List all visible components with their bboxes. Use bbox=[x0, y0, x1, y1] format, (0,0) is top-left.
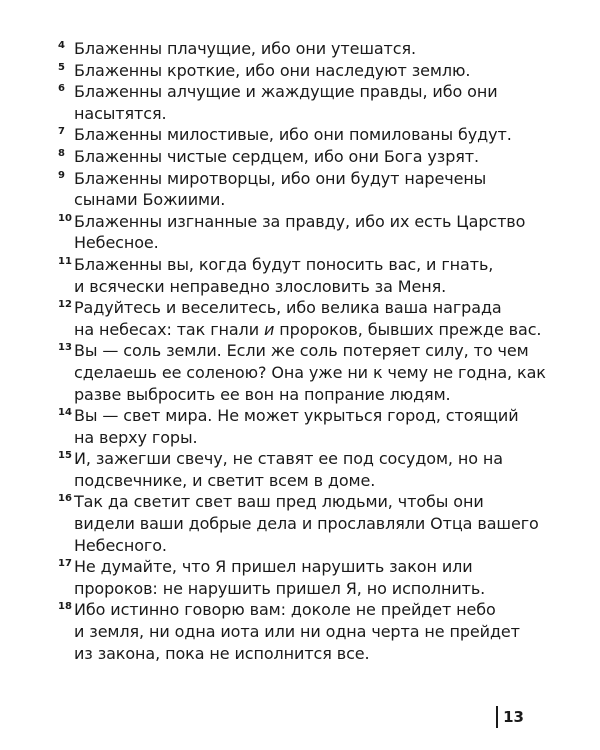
verse-number: 17 bbox=[58, 558, 72, 570]
verse-number: 7 bbox=[58, 126, 65, 138]
verse-text bbox=[74, 556, 538, 599]
verse-line: из закона, пока не исполнится все. bbox=[74, 643, 370, 663]
verse-line: Блаженны милостивые, ибо они помилованы будут. bbox=[74, 125, 512, 145]
verse-line: Радуйтесь и веселитесь, ибо велика ваша награда bbox=[74, 298, 502, 318]
verse-10 bbox=[58, 211, 538, 254]
italic-word: и bbox=[263, 319, 275, 339]
verse-line: И, зажегши свечу, не ставят ее под сосудом, но на bbox=[74, 449, 503, 469]
verse-text bbox=[74, 211, 538, 254]
verse-number: 18 bbox=[58, 601, 72, 613]
verse-line: Вы — свет мира. Не может укрыться город, стоящий bbox=[74, 406, 519, 426]
verse-line: Блаженны плачущие, ибо они утешатся. bbox=[74, 39, 416, 58]
verse-line: на верху горы. bbox=[74, 427, 198, 447]
verse-number: 12 bbox=[58, 299, 72, 311]
verse-list bbox=[58, 38, 546, 664]
verse-line: Небесного. bbox=[74, 535, 167, 555]
verse-7 bbox=[58, 124, 538, 146]
verse-11 bbox=[58, 254, 538, 297]
verse-number: 8 bbox=[58, 147, 65, 159]
verse-number: 14 bbox=[58, 407, 72, 419]
verse-number: 5 bbox=[58, 61, 65, 73]
verse-line: насытятся. bbox=[74, 103, 167, 123]
verse-text bbox=[74, 297, 541, 340]
verse-line: Блаженны чистые сердцем, ибо они Бога узрят. bbox=[74, 146, 479, 166]
verse-line: Ибо истинно говорю вам: доколе не прейдет небо bbox=[74, 600, 496, 620]
verse-14 bbox=[58, 405, 538, 448]
verse-line: Блаженны алчущие и жаждущие правды, ибо они bbox=[74, 82, 498, 102]
page-number bbox=[496, 706, 524, 728]
verse-text bbox=[74, 340, 546, 405]
verse-number: 10 bbox=[58, 212, 72, 224]
verse-number: 13 bbox=[58, 342, 72, 354]
verse-text bbox=[74, 405, 538, 448]
verse-line: Вы — соль земли. Если же соль потеряет силу, то чем bbox=[74, 341, 529, 361]
page-number-text: 13 bbox=[503, 708, 524, 726]
verse-line: пророков: не нарушить пришел Я, но исполнить. bbox=[74, 578, 486, 598]
verse-text bbox=[74, 146, 538, 168]
verse-number: 11 bbox=[58, 255, 72, 267]
verse-4 bbox=[58, 38, 538, 60]
verse-line: Блаженны изгнанные за правду, ибо их есть Царство bbox=[74, 211, 526, 231]
verse-line: Блаженны миротворцы, ибо они будут наречены bbox=[74, 168, 487, 188]
verse-text bbox=[74, 491, 539, 556]
verse-18 bbox=[58, 599, 538, 664]
verse-6 bbox=[58, 81, 538, 124]
verse-line: Небесное. bbox=[74, 233, 159, 253]
verse-number: 6 bbox=[58, 83, 65, 95]
verse-number: 15 bbox=[58, 450, 72, 462]
verse-16 bbox=[58, 491, 538, 556]
verse-line: подсвечнике, и светит всем в доме. bbox=[74, 470, 376, 490]
verse-text bbox=[74, 81, 538, 124]
verse-text bbox=[74, 599, 538, 664]
verse-text bbox=[74, 60, 538, 82]
verse-line: Так да светит свет ваш пред людьми, чтобы они bbox=[74, 492, 484, 512]
verse-text bbox=[74, 448, 538, 491]
verse-line: Не думайте, что Я пришел нарушить закон или bbox=[74, 557, 473, 577]
verse-line: на небесах: так гнали и пророков, бывших прежде вас. bbox=[74, 319, 542, 339]
verse-text bbox=[74, 168, 538, 211]
verse-line: сынами Божиими. bbox=[74, 190, 226, 210]
verse-line: Блаженны кроткие, ибо они наследуют землю. bbox=[74, 60, 471, 80]
verse-12 bbox=[58, 297, 542, 340]
verse-8 bbox=[58, 146, 538, 168]
verse-text bbox=[74, 254, 538, 297]
verse-number: 4 bbox=[58, 40, 65, 51]
verse-15 bbox=[58, 448, 538, 491]
verse-line: видели ваши добрые дела и прославляли Отца вашего bbox=[74, 514, 539, 534]
verse-line: разве выбросить ее вон на попрание людям. bbox=[74, 384, 451, 404]
verse-line: и всячески неправедно злословить за Меня. bbox=[74, 276, 447, 296]
verse-13 bbox=[58, 340, 546, 405]
page-number-divider bbox=[496, 706, 498, 728]
verse-text bbox=[74, 124, 538, 146]
verse-9 bbox=[58, 168, 538, 211]
verse-line: сделаешь ее соленою? Она уже ни к чему не годна, как bbox=[74, 362, 546, 382]
verse-17 bbox=[58, 556, 538, 599]
verse-number: 16 bbox=[58, 493, 72, 505]
verse-line: Блаженны вы, когда будут поносить вас, и гнать, bbox=[74, 254, 494, 274]
verse-line: и земля, ни одна иота или ни одна черта не прейдет bbox=[74, 622, 520, 642]
verse-text bbox=[74, 38, 538, 60]
verse-number: 9 bbox=[58, 169, 65, 181]
verse-5 bbox=[58, 60, 538, 82]
